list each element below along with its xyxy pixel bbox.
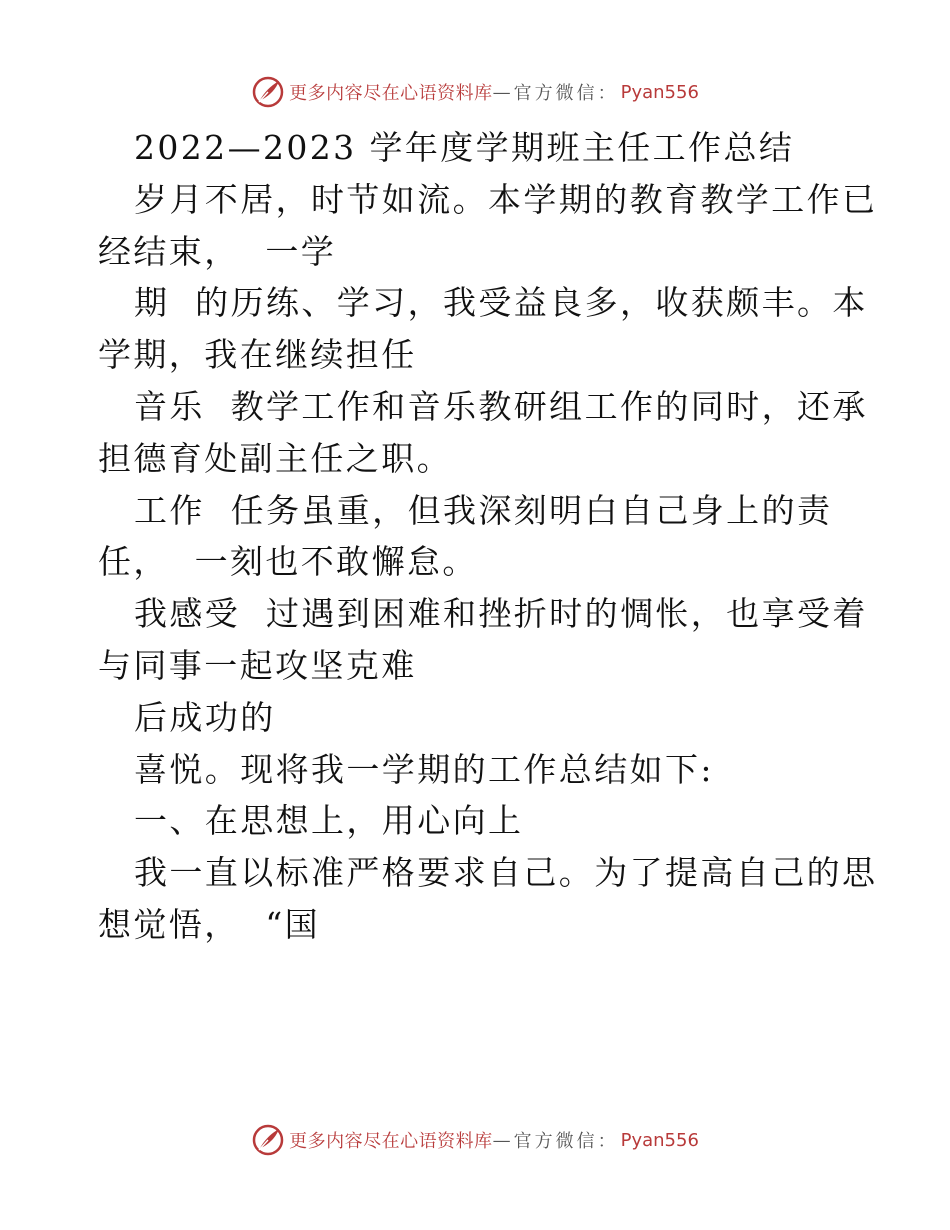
text-line: 我一直以标准严格要求自己。为了提高自己的思 [134, 853, 878, 893]
document-title: 2022—2023 学年度学期班主任工作总结 [134, 128, 795, 167]
text-line: 担德育处副主任之职。 [98, 438, 452, 478]
quill-logo-icon [251, 1123, 285, 1157]
text-line: 岁月不居，时节如流。本学期的教育教学工作已 [134, 179, 878, 219]
watermark-wechat-id: Pyan556 [620, 81, 699, 103]
watermark-footer [0, 1120, 950, 1160]
watermark-dash: — [492, 1129, 514, 1151]
section-heading: 一、在思想上，用心向上 [134, 801, 524, 841]
quill-logo-icon [251, 75, 285, 109]
text-line: 学期，我在继续担任 [98, 335, 417, 375]
watermark-site-text: 更多内容尽在心语资料库 [289, 83, 493, 104]
text-line: 经结束， 一学 [98, 231, 337, 271]
watermark-header [0, 72, 950, 112]
watermark-site-text: 更多内容尽在心语资料库 [289, 1131, 493, 1152]
text-line: 我感受 过遇到困难和挫折时的惆怅，也享受着 [134, 594, 868, 634]
watermark-wechat-label: 官方微信： [513, 1131, 619, 1152]
text-line: 工作 任务虽重，但我深刻明白自己身上的责 [134, 490, 833, 530]
document-body [98, 122, 888, 951]
text-line: 与同事一起攻坚克难 [98, 645, 417, 685]
watermark-wechat-id: Pyan556 [620, 1129, 699, 1151]
text-line: 想觉悟， “国 [98, 904, 321, 944]
text-line: 音乐 教学工作和音乐教研组工作的同时，还承 [134, 386, 868, 426]
text-line: 喜悦。现将我一学期的工作总结如下: [134, 749, 714, 789]
watermark-wechat-label: 官方微信： [513, 83, 619, 104]
text-line: 任， 一刻也不敢懈怠。 [98, 542, 478, 582]
text-line: 后成功的 [134, 697, 276, 737]
text-line: 期 的历练、学习，我受益良多，收获颇丰。本 [134, 283, 868, 323]
watermark-dash: — [492, 81, 514, 103]
